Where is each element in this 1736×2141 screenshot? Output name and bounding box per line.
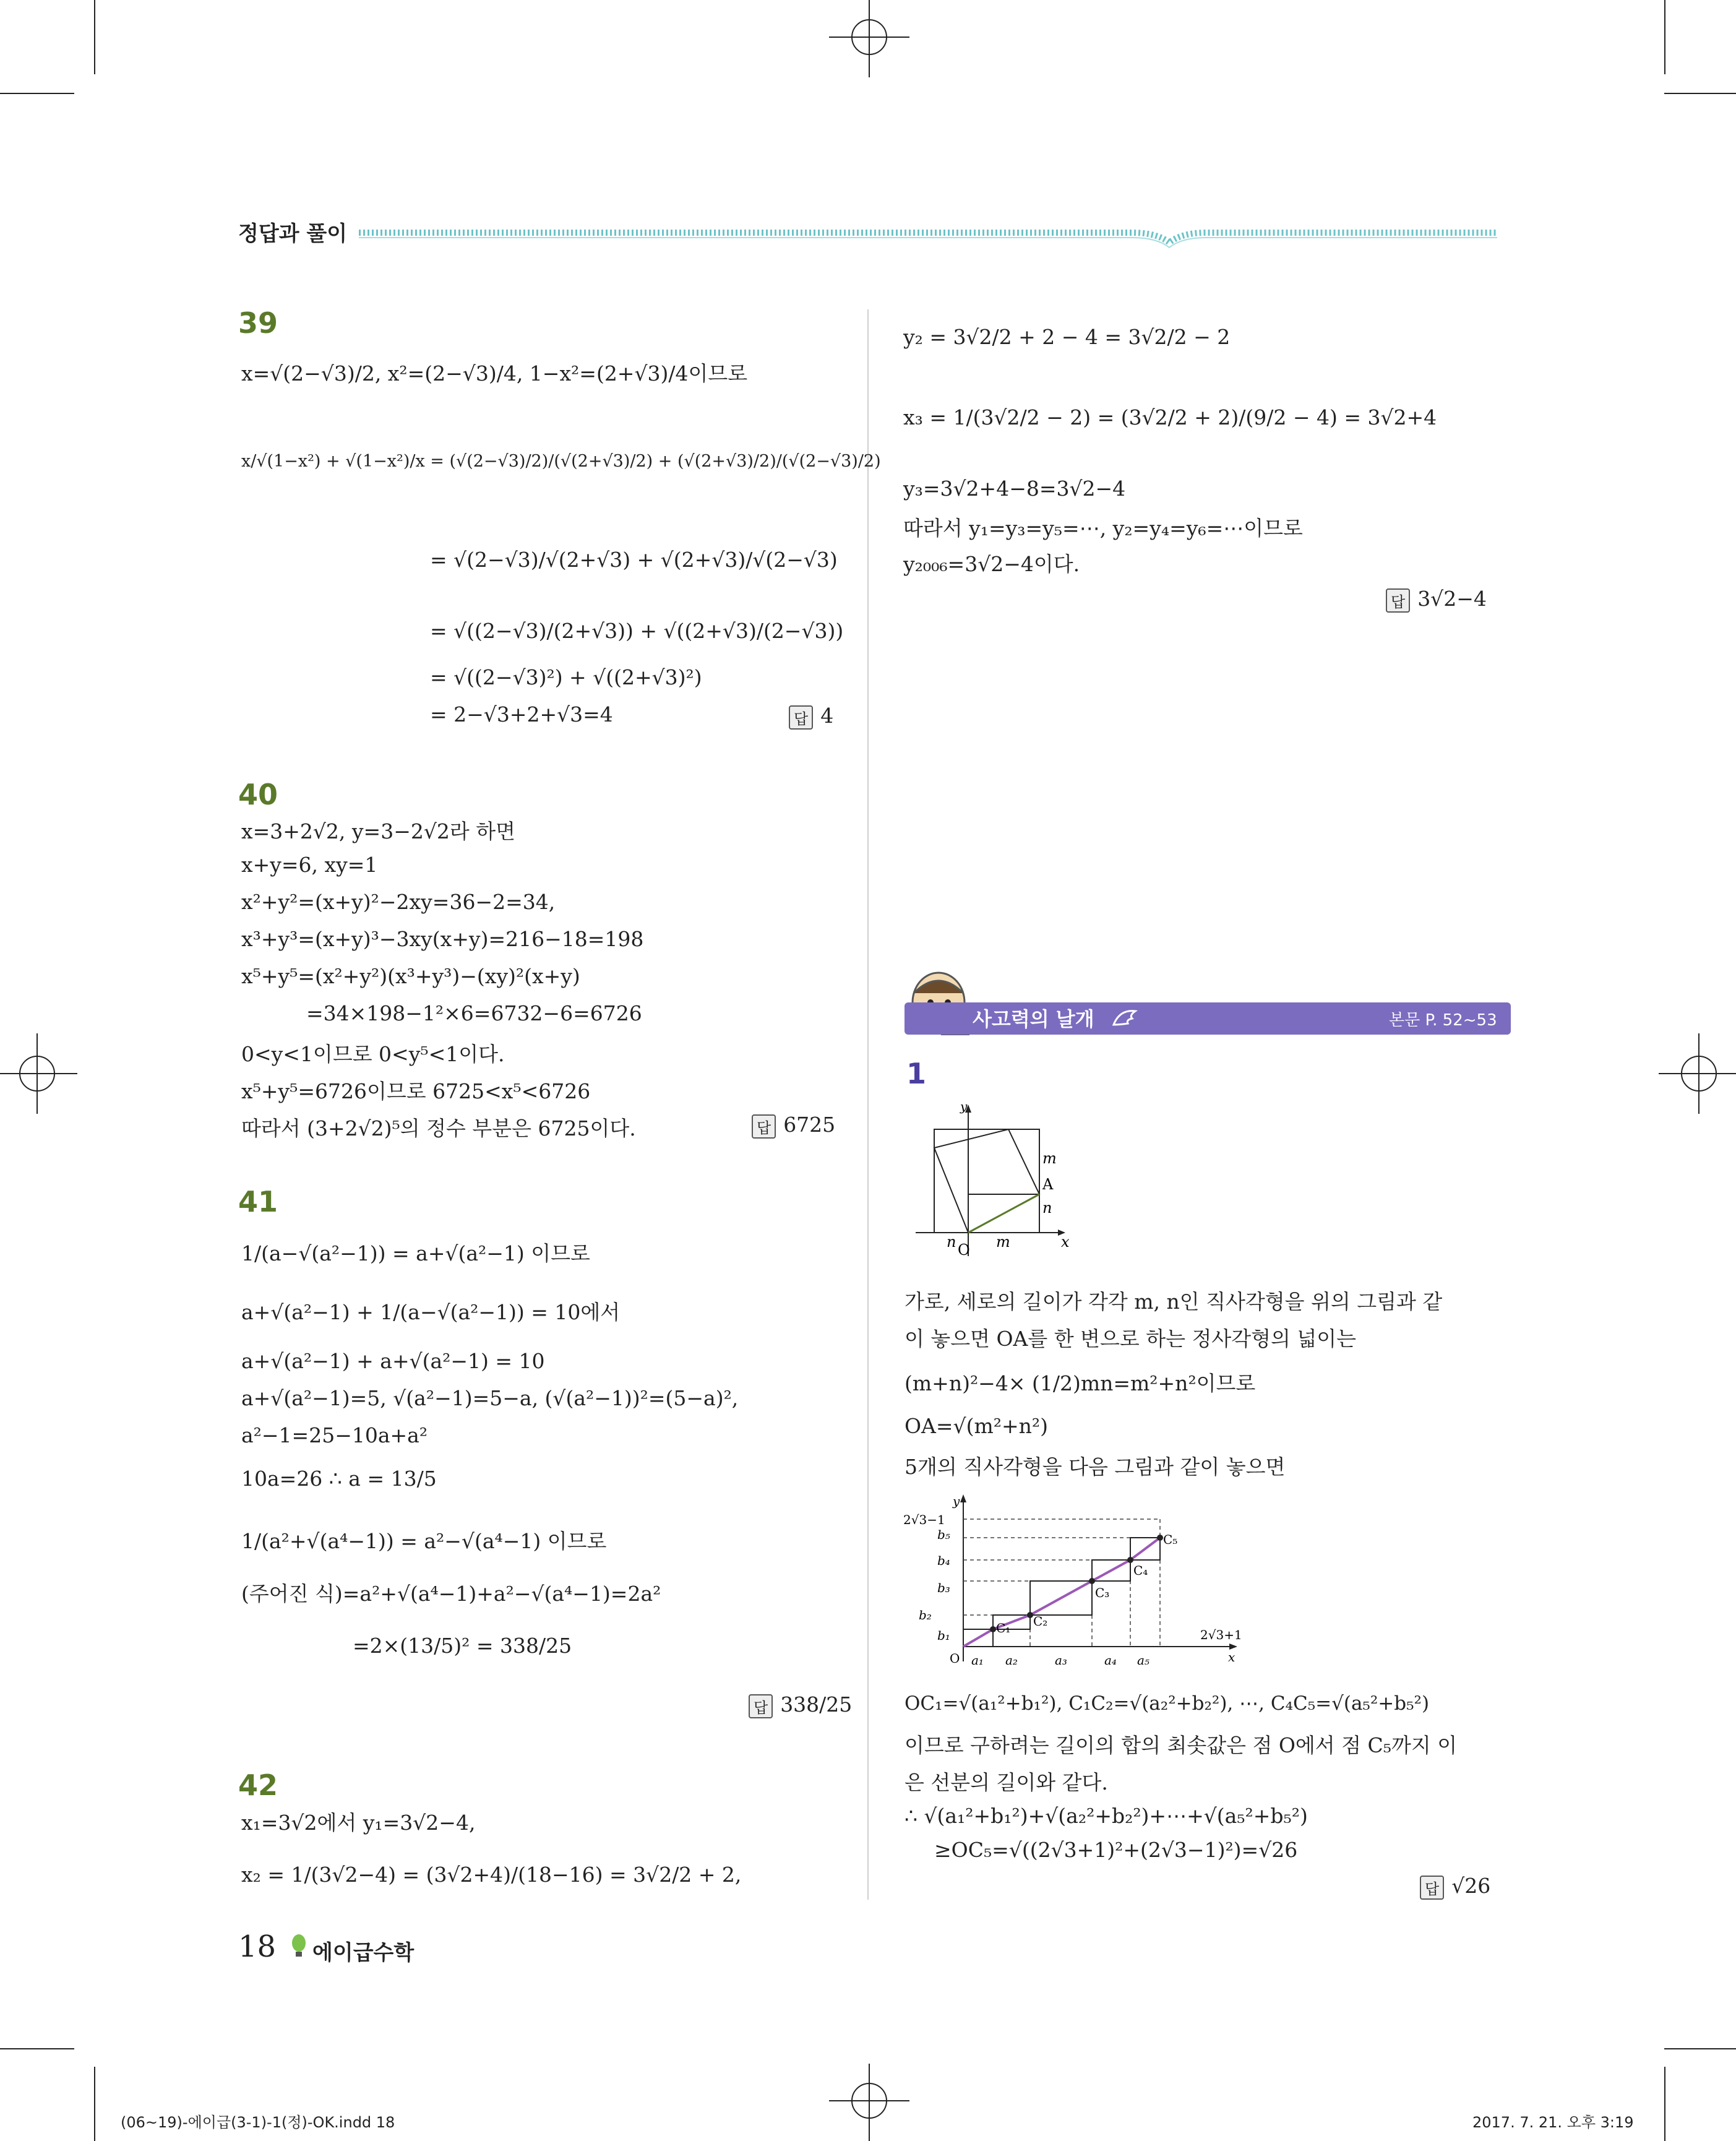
point-label: C₃ xyxy=(1095,1585,1110,1600)
solution-line: = √(2−√3)/√(2+√3) + √(2+√3)/√(2−√3) xyxy=(430,548,838,572)
solution-line: x=3+2√2, y=3−2√2라 하면 xyxy=(241,819,515,843)
square-figure xyxy=(903,1095,1089,1262)
origin-label: O xyxy=(950,1651,960,1666)
solution-line: OA=√(m²+n²) xyxy=(905,1414,1048,1438)
problem-number: 39 xyxy=(238,306,278,340)
segment-label-m: m xyxy=(996,1233,1010,1251)
answer-badge: 답 xyxy=(752,1114,776,1139)
solution-line: a²−1=25−10a+a² xyxy=(241,1423,428,1447)
header-rule xyxy=(359,217,1497,254)
solution-line: ∴ √(a₁²+b₁²)+√(a₂²+b₂²)+⋯+√(a₅²+b₅²) xyxy=(905,1804,1308,1828)
solution-line: x+y=6, xy=1 xyxy=(241,853,378,877)
crop-mark xyxy=(94,0,95,74)
solution-line: x²+y²=(x+y)²−2xy=36−2=34, xyxy=(241,890,556,914)
solution-line: 이므로 구하려는 길이의 합의 최솟값은 점 O에서 점 C₅까지 이 xyxy=(905,1733,1458,1757)
solution-line: 가로, 세로의 길이가 각각 m, n인 직사각형을 위의 그림과 같 xyxy=(905,1290,1443,1314)
staircase-figure xyxy=(900,1488,1247,1674)
solution-line: x=√(2−√3)/2, x²=(2−√3)/4, 1−x²=(2+√3)/4이므로 xyxy=(241,361,748,386)
solution-line: 10a=26 ∴ a = 13/5 xyxy=(241,1467,437,1491)
segment-label-m: m xyxy=(1042,1150,1057,1167)
point-label: C₁ xyxy=(996,1621,1011,1635)
b-label: b₄ xyxy=(937,1553,950,1568)
axis-label-y: y xyxy=(960,1099,968,1114)
section-title: 사고력의 날개 xyxy=(973,1007,1094,1031)
solution-line: 따라서 (3+2√2)⁵의 정수 부분은 6725이다. xyxy=(241,1116,636,1140)
solution-line: 은 선분의 길이와 같다. xyxy=(905,1770,1108,1794)
solution-line: x₂ = 1/(3√2−4) = (3√2+4)/(18−16) = 3√2/2 + 2, xyxy=(241,1863,742,1887)
crop-mark xyxy=(1664,2048,1736,2049)
origin-label: O xyxy=(958,1241,970,1259)
crop-mark xyxy=(1664,2067,1665,2141)
solution-line: x⁵+y⁵=6726이므로 6725<x⁵<6726 xyxy=(241,1079,591,1103)
point-label: C₄ xyxy=(1133,1563,1148,1578)
point-label: C₅ xyxy=(1163,1532,1178,1547)
answer-badge: 답 xyxy=(1386,588,1410,613)
b-label: b₂ xyxy=(919,1608,932,1622)
problem-number: 40 xyxy=(238,778,278,811)
solution-line: 1/(a²+√(a⁴−1)) = a²−√(a⁴−1) 이므로 xyxy=(241,1529,607,1553)
solution-line: (m+n)²−4× (1/2)mn=m²+n²이므로 xyxy=(905,1371,1256,1395)
solution-line: 따라서 y₁=y₃=y₅=⋯, y₂=y₄=y₆=⋯이므로 xyxy=(903,516,1303,540)
y-axis-label: 2√3−1 xyxy=(903,1512,945,1527)
a-label: a₅ xyxy=(1137,1653,1149,1668)
solution-line: =2×(13/5)² = 338/25 xyxy=(353,1634,572,1658)
solution-line: (주어진 식)=a²+√(a⁴−1)+a²−√(a⁴−1)=2a² xyxy=(241,1582,661,1606)
solution-line: a+√(a²−1)=5, √(a²−1)=5−a, (√(a²−1))²=(5−a)², xyxy=(241,1386,739,1410)
answer-value: 6725 xyxy=(783,1113,836,1137)
registration-mark xyxy=(823,2061,916,2141)
problem-number: 41 xyxy=(238,1185,278,1218)
solution-line: x₁=3√2에서 y₁=3√2−4, xyxy=(241,1811,476,1835)
crop-mark xyxy=(0,93,74,94)
solution-line: =34×198−1²×6=6732−6=6726 xyxy=(306,1001,642,1025)
b-label: b₁ xyxy=(937,1628,950,1643)
segment-label-n: n xyxy=(1042,1199,1052,1217)
axis-label-x: x xyxy=(1228,1650,1235,1665)
registration-mark xyxy=(823,0,916,80)
section-header-title: 정답과 풀이 xyxy=(238,222,348,246)
a-label: a₁ xyxy=(971,1653,984,1668)
solution-line: = √((2−√3)/(2+√3)) + √((2+√3)/(2−√3)) xyxy=(430,619,844,643)
x-axis-label: 2√3+1 xyxy=(1200,1627,1242,1642)
a-label: a₄ xyxy=(1104,1653,1117,1668)
solution-line: x/√(1−x²) + √(1−x²)/x = (√(2−√3)/2)/(√(2+√3)/2) + (√(2+√3)/2)/(√(2−√3)/2) xyxy=(241,452,881,471)
answer xyxy=(752,1113,835,1139)
solution-line: x³+y³=(x+y)³−3xy(x+y)=216−18=198 xyxy=(241,927,644,951)
brand-name: 에이급수학 xyxy=(312,1941,415,1965)
b-label: b₅ xyxy=(937,1527,950,1542)
problem-number: 42 xyxy=(238,1768,278,1802)
solution-line: OC₁=√(a₁²+b₁²), C₁C₂=√(a₂²+b₂²), ⋯, C₄C₅=√(a₅²+b₅²) xyxy=(905,1692,1430,1715)
a-label: a₃ xyxy=(1055,1653,1067,1668)
answer xyxy=(749,1692,852,1718)
answer-value: 338/25 xyxy=(780,1692,853,1717)
answer-badge: 답 xyxy=(1420,1876,1444,1900)
answer-value: 3√2−4 xyxy=(1417,587,1487,611)
answer xyxy=(789,704,833,730)
answer-value: 4 xyxy=(820,704,834,728)
lightbulb-icon xyxy=(290,1933,308,1960)
solution-line: = √((2−√3)²) + √((2+√3)²) xyxy=(430,665,702,689)
solution-line: a+√(a²−1) + 1/(a−√(a²−1)) = 10에서 xyxy=(241,1300,621,1324)
solution-line: ≥OC₅=√((2√3+1)²+(2√3−1)²)=√26 xyxy=(934,1838,1298,1862)
page-reference: 본문 P. 52~53 xyxy=(1389,1011,1497,1030)
answer xyxy=(1420,1874,1490,1900)
problem-number: 1 xyxy=(906,1057,927,1090)
segment-label-n: n xyxy=(947,1233,956,1251)
solution-line: x₃ = 1/(3√2/2 − 2) = (3√2/2 + 2)/(9/2 − 4) = 3√2+4 xyxy=(903,405,1437,429)
solution-line: y₂₀₀₆=3√2−4이다. xyxy=(903,552,1080,576)
solution-line: = 2−√3+2+√3=4 xyxy=(430,702,613,726)
page-number: 18 xyxy=(238,1929,277,1964)
axis-label-x: x xyxy=(1061,1233,1070,1251)
answer-badge: 답 xyxy=(789,705,813,730)
solution-line: y₃=3√2+4−8=3√2−4 xyxy=(903,476,1126,501)
crop-mark xyxy=(94,2067,95,2141)
answer xyxy=(1386,587,1487,613)
a-label: a₂ xyxy=(1005,1653,1018,1668)
b-label: b₃ xyxy=(937,1580,950,1595)
solution-line: 이 놓으면 OA를 한 변으로 하는 정사각형의 넓이는 xyxy=(905,1327,1356,1351)
solution-line: a+√(a²−1) + a+√(a²−1) = 10 xyxy=(241,1349,545,1373)
print-timestamp: 2017. 7. 21. 오후 3:19 xyxy=(1472,2114,1634,2131)
solution-line: 5개의 직사각형을 다음 그림과 같이 놓으면 xyxy=(905,1455,1286,1479)
wing-icon xyxy=(1111,1006,1141,1031)
answer-value: √26 xyxy=(1451,1874,1491,1898)
crop-mark xyxy=(0,2048,74,2049)
column-divider xyxy=(867,309,869,1900)
file-slug: (06~19)-에이급(3-1)-1(정)-OK.indd 18 xyxy=(121,2114,395,2131)
solution-line: y₂ = 3√2/2 + 2 − 4 = 3√2/2 − 2 xyxy=(903,325,1231,349)
solution-line: x⁵+y⁵=(x²+y²)(x³+y³)−(xy)²(x+y) xyxy=(241,964,580,988)
crop-mark xyxy=(1664,93,1736,94)
solution-line: 1/(a−√(a²−1)) = a+√(a²−1) 이므로 xyxy=(241,1241,590,1265)
axis-label-y: y xyxy=(953,1494,960,1509)
registration-mark xyxy=(1656,1027,1736,1120)
registration-mark xyxy=(0,1027,80,1120)
point-label-a: A xyxy=(1042,1176,1054,1193)
answer-badge: 답 xyxy=(749,1694,773,1718)
point-label: C₂ xyxy=(1033,1614,1048,1629)
crop-mark xyxy=(1664,0,1665,74)
solution-line: 0<y<1이므로 0<y⁵<1이다. xyxy=(241,1042,505,1066)
